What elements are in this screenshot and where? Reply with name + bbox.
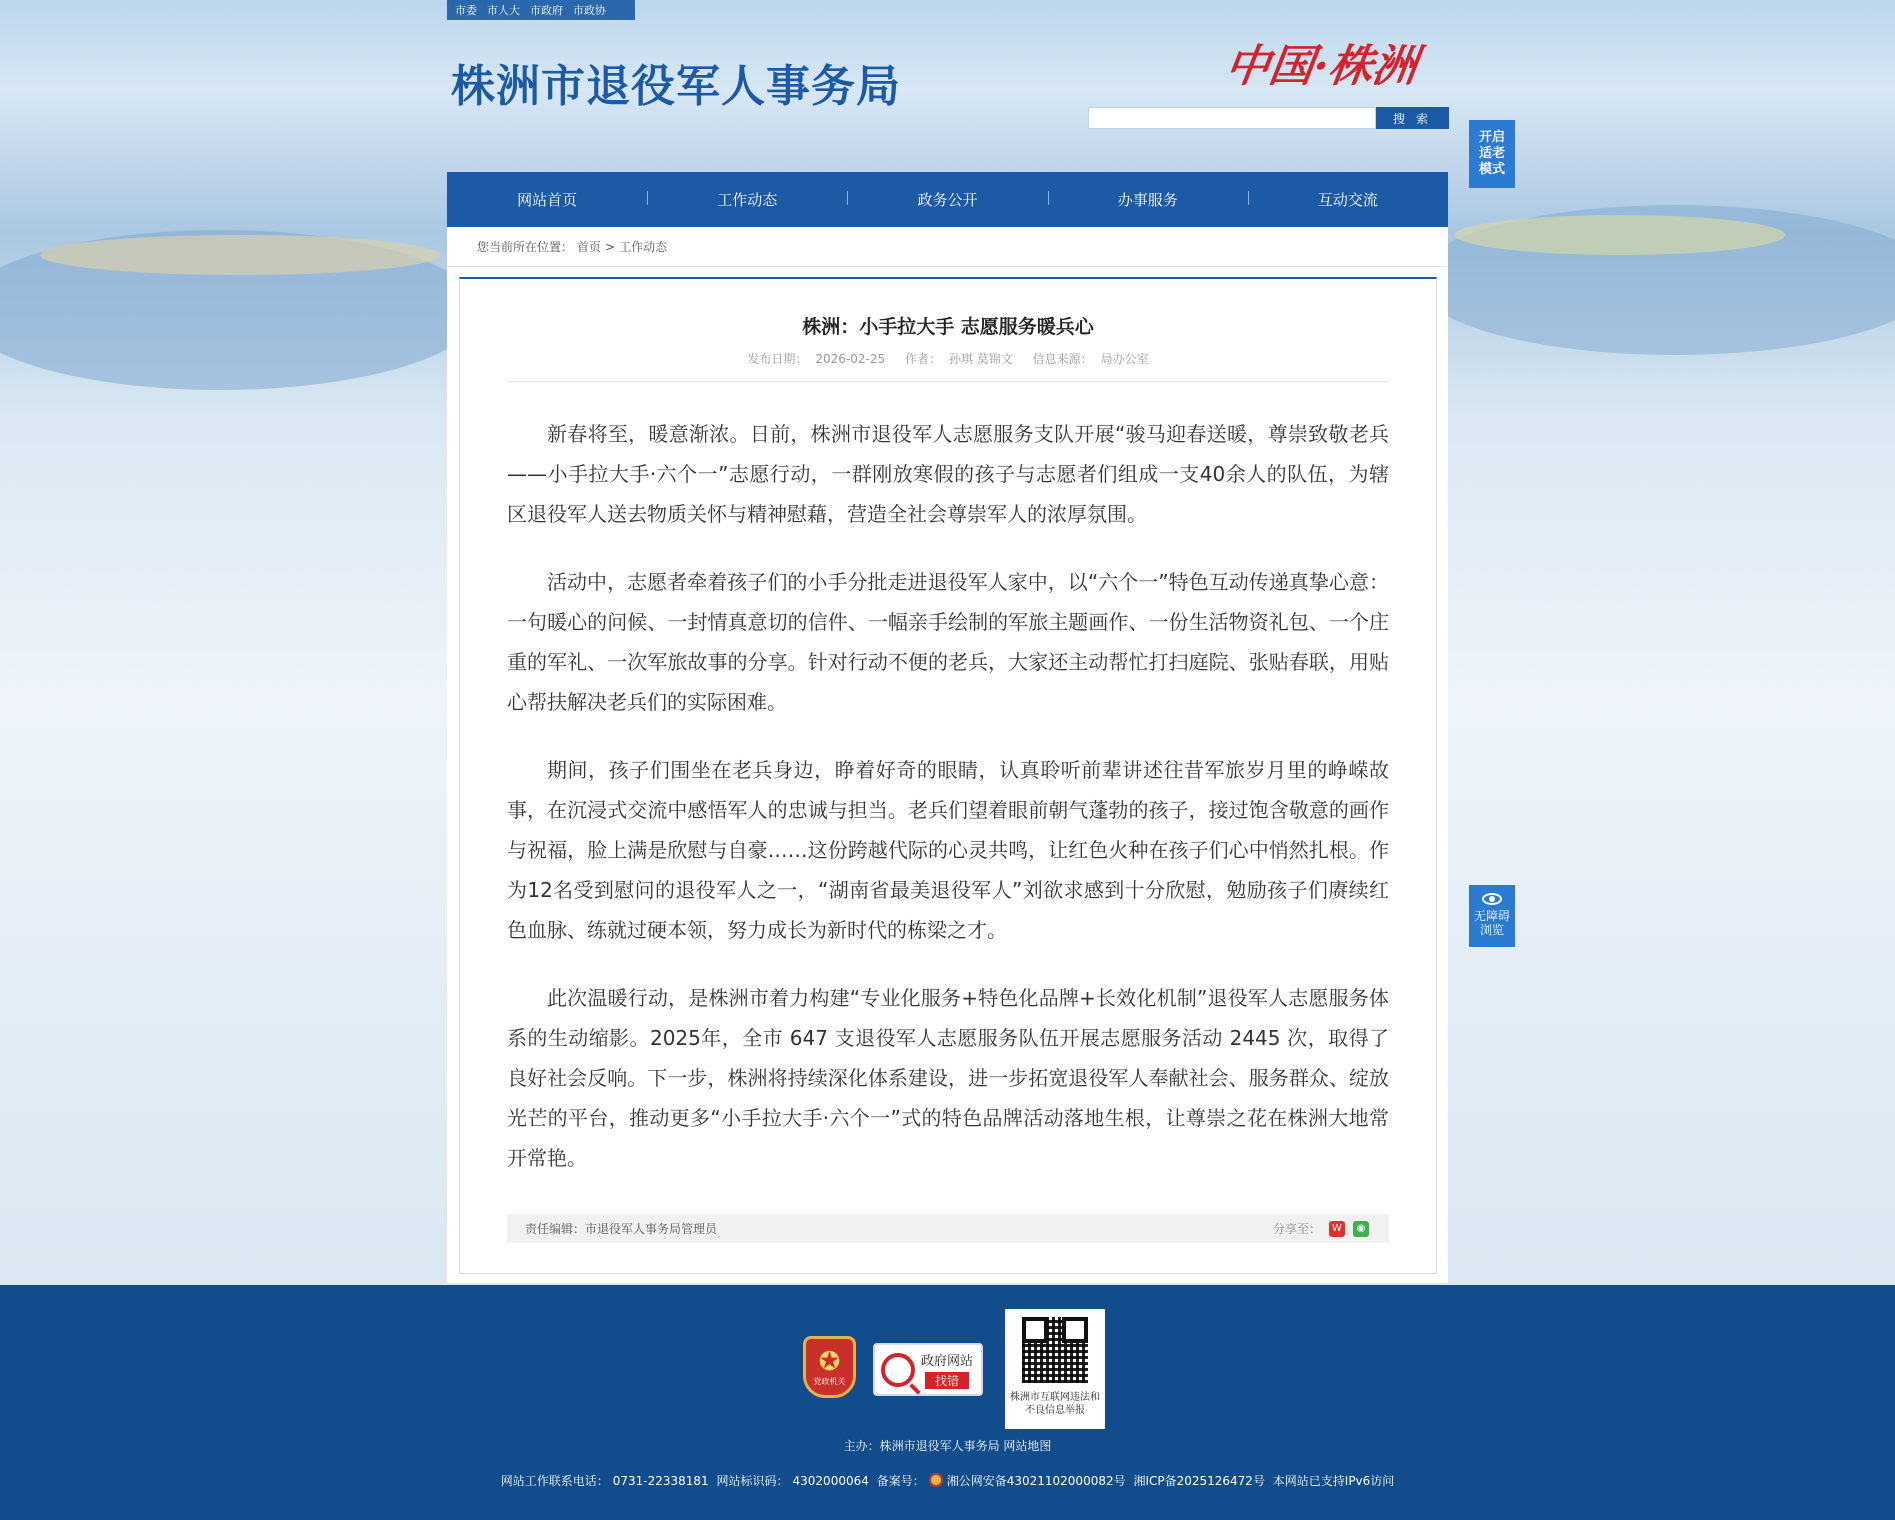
findbug-line1: 政府网站 <box>921 1354 974 1369</box>
gov-site-findbug-button[interactable] <box>873 1343 983 1396</box>
article-paragraph: 期间，孩子们围坐在老兵身边，睁着好奇的眼睛，认真聆听前辈讲述往昔军旅岁月里的峥嵘故事，在沉浸式交流中感悟军人的忠诚与担当。老兵们望着眼前朝气蓬勃的孩子，接过饱含敬意的画作与祝福，脸上满是欣慰与自豪……这份跨越代际的心灵共鸣，让红色火种在孩子们心中悄然扎根。作为12名受到慰问的退役军人之一，“湖南省最美退役军人”刘欲求感到十分欣慰，勉励孩子们赓续红色血脉、练就过硬本领，努力成长为新时代的栋梁之才。 <box>507 758 1389 942</box>
sandbank-decoration-left <box>40 235 440 275</box>
top-links-bar <box>447 0 635 20</box>
top-link-shizhengfu[interactable]: 市政府 <box>530 4 563 17</box>
findbug-line2: 找错 <box>925 1372 969 1389</box>
china-zhuzhou-logo: 中国·株洲 <box>1221 41 1421 92</box>
findbug-text <box>921 1350 973 1389</box>
article-source: 信息来源： 局办公室 <box>1032 352 1149 366</box>
share-group <box>1273 1220 1369 1237</box>
article-paragraph: 新春将至，暖意渐浓。日前，株洲市退役军人志愿服务支队开展“骏马迎春送暖，尊崇致敬老兵——小手拉大手·六个一”志愿行动，一群刚放寒假的孩子与志愿者们组成一支40余人的队伍，为辖区退役军人送去物质关怀与精神慰藉，营造全社会尊崇军人的浓厚氛围。 <box>507 422 1389 526</box>
party-gov-badge[interactable] <box>803 1336 856 1398</box>
share-label: 分享至： <box>1272 1222 1321 1236</box>
footer-info-line <box>0 1472 1895 1489</box>
breadcrumb <box>447 227 1448 267</box>
article-title: 株洲：小手拉大手 志愿服务暖兵心 <box>802 316 1094 338</box>
nav-item-home[interactable]: 网站首页 <box>517 191 578 209</box>
main-nav <box>447 172 1448 227</box>
eye-icon <box>1482 893 1502 905</box>
article-footer-bar <box>507 1214 1389 1243</box>
article-paragraph: 活动中，志愿者牵着孩子们的小手分批走进退役军人家中，以“六个一”特色互动传递真挚心意：一句暖心的问候、一封情真意切的信件、一幅亲手绘制的军旅主题画作、一份生活物资礼包、一个庄重的军礼、一次军旅故事的分享。针对行动不便的老兵，大家还主动帮忙打扫庭院、张贴春联，用贴心帮扶解决老兵们的实际困难。 <box>507 570 1389 714</box>
nav-item-interaction[interactable]: 互动交流 <box>1248 189 1448 210</box>
contact-phone: 0731-22338181 <box>612 1474 709 1488</box>
report-qr-block[interactable] <box>1005 1309 1105 1429</box>
police-record[interactable]: 湘公网安备43021102000082号 <box>946 1474 1126 1488</box>
top-link-shizhengxie[interactable]: 市政协 <box>573 4 606 17</box>
party-badge-caption: 党政机关 <box>813 1376 846 1386</box>
icp-record[interactable]: 湘ICP备2025126472号 <box>1133 1474 1265 1488</box>
editor-label: 责任编辑： <box>525 1222 586 1236</box>
accessibility-label-1: 无障碍 <box>1473 909 1510 923</box>
nav-item-work-news[interactable]: 工作动态 <box>647 189 847 210</box>
breadcrumb-home[interactable]: 首页 <box>577 240 602 254</box>
breadcrumb-separator: > <box>605 239 616 254</box>
accessibility-button[interactable] <box>1469 885 1515 947</box>
article-author: 作者： 孙琪 莫锦文 <box>904 352 1013 366</box>
breadcrumb-prefix: 您当前所在位置： <box>477 240 574 254</box>
nav-item-gov-info[interactable]: 政务公开 <box>847 189 1047 210</box>
elder-mode-button[interactable]: 开启适老模式 <box>1469 120 1515 188</box>
editor-name: 市退役军人事务局管理员 <box>585 1222 718 1236</box>
magnifier-icon <box>881 1353 915 1387</box>
wechat-share-icon[interactable]: ◉ <box>1353 1221 1369 1237</box>
top-link-shiwei[interactable]: 市委 <box>455 4 477 17</box>
site-id-label: 网站标识码： <box>716 1474 789 1488</box>
ipv6-note: 本网站已支持IPv6访问 <box>1272 1474 1395 1488</box>
accessibility-label-2: 浏览 <box>1479 923 1504 937</box>
search-button[interactable]: 搜 索 <box>1376 107 1449 129</box>
site-title: 株洲市退役军人事务局 <box>451 61 901 112</box>
search-input[interactable] <box>1088 107 1376 129</box>
nav-item-services[interactable]: 办事服务 <box>1048 189 1248 210</box>
article-body <box>507 414 1389 1206</box>
breadcrumb-current[interactable]: 工作动态 <box>619 240 668 254</box>
article-meta <box>459 350 1437 367</box>
police-badge-icon <box>929 1473 943 1487</box>
site-id: 4302000064 <box>792 1474 869 1488</box>
top-link-shirenda[interactable]: 市人大 <box>487 4 520 17</box>
weibo-share-icon[interactable]: W <box>1329 1221 1345 1237</box>
contact-label: 网站工作联系电话： <box>500 1474 609 1488</box>
qr-code-icon <box>1022 1317 1088 1383</box>
article-paragraph: 此次温暖行动，是株洲市着力构建“专业化服务+特色化品牌+长效化机制”退役军人志愿服务体系的生动缩影。2025年，全市 647 支退役军人志愿服务队伍开展志愿服务活动 2445 次，取得了良好社会反响。下一步，株洲将持续深化体系建设，进一步拓宽退役军人奉献社会、服务群众、绽放光芒的平台，推动更多“小手拉大手·六个一”式的特色品牌活动落地生根，让尊崇之花在株洲大地常开常艳。 <box>507 986 1389 1170</box>
sandbank-decoration-right <box>1455 215 1785 255</box>
qr-caption: 株洲市互联网违法和不良信息举报 <box>1010 1392 1100 1416</box>
footer-host-line: 主办：株洲市退役军人事务局 网站地图 <box>843 1439 1052 1453</box>
title-divider <box>507 381 1389 382</box>
record-label: 备案号： <box>876 1474 925 1488</box>
publish-date: 发布日期： 2026-02-25 <box>747 352 886 366</box>
party-emblem-icon: ✪ <box>818 1346 841 1377</box>
